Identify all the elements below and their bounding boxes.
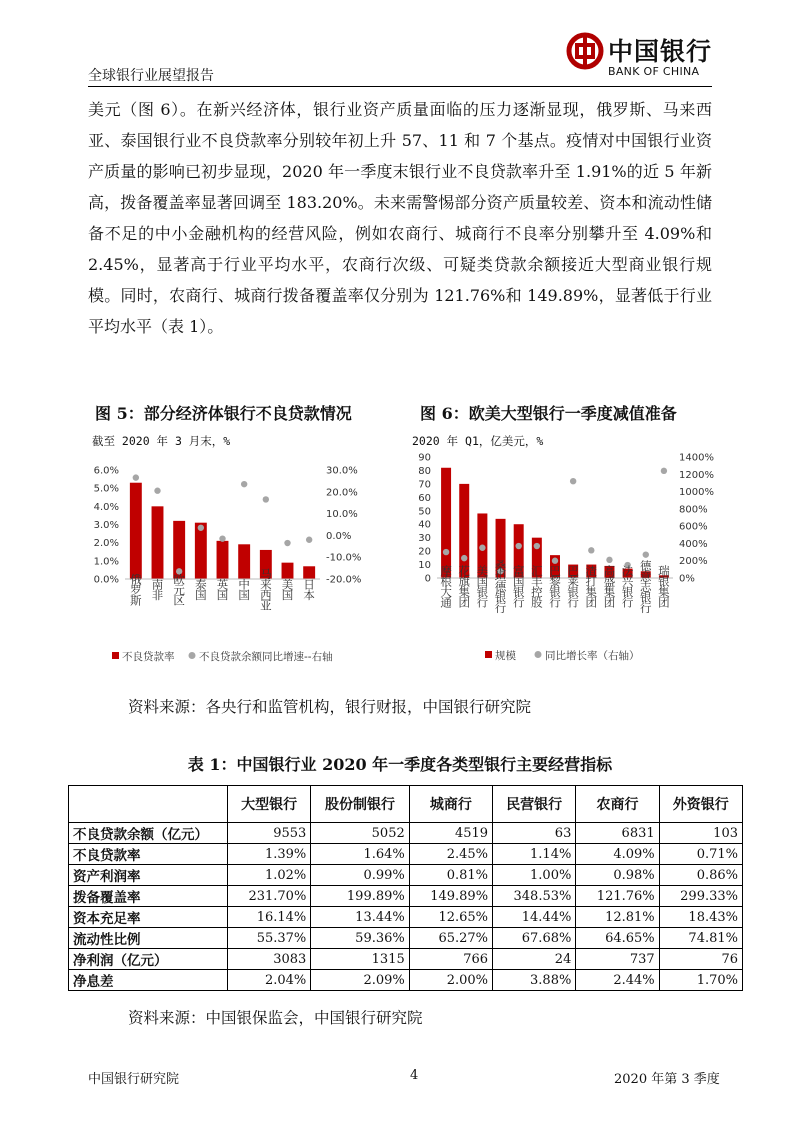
page-number: 4 <box>410 1068 419 1083</box>
table-cell: 1.64% <box>311 844 409 865</box>
scatter-point <box>219 535 225 541</box>
y-tick-left: 0.0% <box>93 574 119 586</box>
table-cell: 231.70% <box>228 886 311 907</box>
category-label: 美国银行 <box>475 565 490 607</box>
fig6-chart <box>405 445 725 670</box>
table-row <box>69 970 743 991</box>
scatter-point <box>661 468 667 474</box>
bar <box>459 484 469 578</box>
legend-dot-swatch <box>535 651 542 658</box>
category-label: 英国 <box>215 578 230 600</box>
table-row <box>69 823 743 844</box>
table-cell: 0.81% <box>409 865 492 886</box>
table-cell: 67.68% <box>493 928 576 949</box>
fig6-title: 图 6：欧美大型银行一季度减值准备 <box>420 404 677 423</box>
y-tick-right: 1400% <box>679 452 714 464</box>
scatter-point <box>284 540 290 546</box>
category-label: 渣打集团 <box>584 565 599 607</box>
y-tick-left: 5.0% <box>93 483 119 495</box>
category-label: 汇丰控股 <box>529 565 544 607</box>
table-header-row <box>69 786 743 823</box>
scatter-point <box>263 496 269 502</box>
bar <box>130 483 142 579</box>
header-divider <box>88 86 712 87</box>
fig5-subtitle: 截至 2020 年 3 月末，% <box>92 434 231 448</box>
row-label: 净利润（亿元） <box>69 949 228 970</box>
table-cell: 3083 <box>228 949 311 970</box>
fig6-subtitle: 2020 年 Q1，亿美元，% <box>412 434 544 448</box>
table-cell: 13.44% <box>311 907 409 928</box>
category-label: 法兴银行 <box>620 565 635 607</box>
table-cell: 0.71% <box>659 844 742 865</box>
y-tick-left: 1.0% <box>93 556 119 568</box>
table-cell: 12.65% <box>409 907 492 928</box>
scatter-point <box>241 481 247 487</box>
scatter-point <box>588 547 594 553</box>
legend-bar-swatch <box>485 651 492 658</box>
scatter-point <box>643 551 649 557</box>
bank-indicators-table <box>68 785 743 991</box>
row-label: 流动性比例 <box>69 928 228 949</box>
table-cell: 4.09% <box>576 844 659 865</box>
table-cell: 3.88% <box>493 970 576 991</box>
table-row <box>69 928 743 949</box>
table-cell: 14.44% <box>493 907 576 928</box>
scatter-point <box>461 555 467 561</box>
table-cell: 1.14% <box>493 844 576 865</box>
table-header-cell: 股份制银行 <box>311 786 409 823</box>
legend-bar-label: 不良贷款率 <box>122 651 175 663</box>
table-cell: 199.89% <box>311 886 409 907</box>
y-tick-right: 1000% <box>679 487 714 499</box>
category-label: 高盛集团 <box>602 565 617 607</box>
row-label: 不良贷款余额（亿元） <box>69 823 228 844</box>
category-label: 泰国 <box>193 578 208 600</box>
table-cell: 55.37% <box>228 928 311 949</box>
table-source: 资料来源：中国银保监会，中国银行研究院 <box>128 1009 423 1027</box>
logo-text-en: BANK OF CHINA <box>608 65 700 78</box>
bar <box>217 541 229 579</box>
body-paragraph <box>88 94 712 342</box>
y-tick-left: 40 <box>418 519 431 531</box>
table-row <box>69 886 743 907</box>
legend-bar-swatch <box>112 652 119 659</box>
legend-dot-swatch <box>189 652 196 659</box>
bar <box>238 544 250 579</box>
table-cell: 74.81% <box>659 928 742 949</box>
table-cell: 1315 <box>311 949 409 970</box>
fig5-chart <box>80 455 380 670</box>
table-header-cell: 大型银行 <box>228 786 311 823</box>
table-cell: 149.89% <box>409 886 492 907</box>
row-label: 净息差 <box>69 970 228 991</box>
table-header-cell: 城商行 <box>409 786 492 823</box>
scatter-point <box>534 543 540 549</box>
table-cell: 64.65% <box>576 928 659 949</box>
row-label: 拨备覆盖率 <box>69 886 228 907</box>
category-label: 花旗集团 <box>457 565 472 607</box>
row-label: 资产利润率 <box>69 865 228 886</box>
y-tick-left: 60 <box>418 492 431 504</box>
bar <box>303 566 315 579</box>
category-label: 中国 <box>237 578 252 600</box>
y-tick-right: 20.0% <box>326 487 358 499</box>
bar <box>195 523 207 579</box>
y-tick-right: -10.0% <box>326 552 362 564</box>
table-cell: 9553 <box>228 823 311 844</box>
scatter-point <box>479 545 485 551</box>
table-cell: 121.76% <box>576 886 659 907</box>
table-cell: 12.81% <box>576 907 659 928</box>
bar <box>441 468 451 578</box>
scatter-point <box>133 474 139 480</box>
y-tick-right: 1200% <box>679 469 714 481</box>
table-cell: 18.43% <box>659 907 742 928</box>
table-row <box>69 865 743 886</box>
category-label: 美国 <box>280 578 295 600</box>
table-cell: 103 <box>659 823 742 844</box>
row-label: 不良贷款率 <box>69 844 228 865</box>
table-cell: 6831 <box>576 823 659 844</box>
scatter-point <box>570 478 576 484</box>
y-tick-left: 70 <box>418 479 431 491</box>
y-tick-left: 2.0% <box>93 538 119 550</box>
y-tick-right: -20.0% <box>326 574 362 586</box>
boc-emblem-icon <box>566 32 604 70</box>
table-cell: 1.00% <box>493 865 576 886</box>
category-label: 瑞银集团 <box>656 565 671 607</box>
y-tick-left: 10 <box>418 560 431 572</box>
category-label: 巴黎银行 <box>548 565 562 607</box>
y-tick-right: 30.0% <box>326 465 358 477</box>
category-label: 南非 <box>150 578 165 600</box>
table-row <box>69 844 743 865</box>
fig5-title: 图 5：部分经济体银行不良贷款情况 <box>95 404 352 423</box>
y-tick-right: 10.0% <box>326 509 358 521</box>
table-cell: 2.04% <box>228 970 311 991</box>
category-label: 富国银行 <box>511 565 526 607</box>
table-cell: 16.14% <box>228 907 311 928</box>
table-cell: 24 <box>493 949 576 970</box>
y-tick-left: 50 <box>418 506 431 518</box>
bank-logo <box>566 28 716 82</box>
footer-org: 中国银行研究院 <box>88 1072 180 1087</box>
category-label: 马来西亚 <box>258 568 273 610</box>
bar <box>282 563 294 579</box>
category-label: 桑坦德银行 <box>493 559 508 613</box>
table-header-cell: 农商行 <box>576 786 659 823</box>
table-cell: 737 <box>576 949 659 970</box>
table-cell: 766 <box>409 949 492 970</box>
row-label: 资本充足率 <box>69 907 228 928</box>
scatter-point <box>515 543 521 549</box>
figure-source: 资料来源：各央行和监管机构，银行财报，中国银行研究院 <box>128 698 532 716</box>
table-cell: 76 <box>659 949 742 970</box>
table-cell: 59.36% <box>311 928 409 949</box>
table-cell: 4519 <box>409 823 492 844</box>
category-label: 俄罗斯 <box>128 573 143 605</box>
category-label: 德意志银行 <box>638 559 653 613</box>
category-label: 欧元区 <box>172 573 187 605</box>
footer-period: 2020 年第 3 季度 <box>614 1072 720 1087</box>
table-cell: 65.27% <box>409 928 492 949</box>
scatter-point <box>606 557 612 563</box>
table-cell: 2.45% <box>409 844 492 865</box>
scatter-point <box>306 537 312 543</box>
y-tick-left: 0 <box>424 573 431 585</box>
category-label: 巴莱银行 <box>566 565 581 607</box>
table-cell: 2.44% <box>576 970 659 991</box>
table-cell: 1.70% <box>659 970 742 991</box>
table-cell: 0.86% <box>659 865 742 886</box>
y-tick-right: 0% <box>679 573 695 585</box>
y-tick-left: 20 <box>418 546 431 558</box>
logo-text-cn: 中国银行 <box>608 37 713 66</box>
table-cell: 1.39% <box>228 844 311 865</box>
y-tick-right: 200% <box>679 556 708 568</box>
category-label: 日本 <box>302 578 317 600</box>
legend-dot-label: 不良贷款余额同比增速--右轴 <box>199 651 333 663</box>
scatter-point <box>552 558 558 564</box>
table-cell: 5052 <box>311 823 409 844</box>
table-row <box>69 949 743 970</box>
y-tick-left: 6.0% <box>93 465 119 477</box>
y-tick-left: 30 <box>418 533 431 545</box>
scatter-point <box>443 549 449 555</box>
table-cell: 0.98% <box>576 865 659 886</box>
report-header-title: 全球银行业展望报告 <box>88 68 214 84</box>
category-label: 摩根大通 <box>439 565 454 607</box>
y-tick-right: 600% <box>679 521 708 533</box>
table-title: 表 1：中国银行业 2020 年一季度各类型银行主要经营指标 <box>187 755 613 774</box>
table-row <box>69 907 743 928</box>
table-header-cell: 民营银行 <box>493 786 576 823</box>
table-cell: 0.99% <box>311 865 409 886</box>
legend-dot-label: 同比增长率（右轴） <box>545 650 640 662</box>
table-header-cell <box>69 786 228 823</box>
table-cell: 2.00% <box>409 970 492 991</box>
legend-bar-label: 规模 <box>495 650 516 662</box>
y-tick-right: 800% <box>679 504 708 516</box>
y-tick-right: 400% <box>679 538 708 550</box>
table-cell: 2.09% <box>311 970 409 991</box>
table-cell: 299.33% <box>659 886 742 907</box>
y-tick-right: 0.0% <box>326 530 352 542</box>
body-text: 美元（图 6）。在新兴经济体，银行业资产质量面临的压力逐渐显现，俄罗斯、马来西亚、泰国银行业不良贷款率分别较年初上升 57、11 和 7 个基点。疫情对中国银行业资产质量的影响已初步显现，2020 年一季度末银行业不良贷款率升至 1.91%的近 5 年新高，拨备覆盖率显著回调至 183.20%。未来需警惕部分资产质量较差、资本和流动性储备不足的中小金融机构的经营风险，例如农商行、城商行不良率分别攀升至 4.09%和 2.45%，显著高于行业平均水平，农商行次级、可疑类贷款余额接近大型商业银行规模。同时，农商行、城商行拨备覆盖率仅分别为 121.76%和 149.89%，显著低于行业平均水平（表 1）。 <box>88 100 712 336</box>
scatter-point <box>198 525 204 531</box>
table-cell: 63 <box>493 823 576 844</box>
scatter-point <box>154 488 160 494</box>
y-tick-left: 4.0% <box>93 501 119 513</box>
bar <box>152 506 164 579</box>
table-cell: 348.53% <box>493 886 576 907</box>
table-cell: 1.02% <box>228 865 311 886</box>
y-tick-left: 80 <box>418 465 431 477</box>
y-tick-left: 90 <box>418 452 431 464</box>
y-tick-left: 3.0% <box>93 520 119 531</box>
table-header-cell: 外资银行 <box>659 786 742 823</box>
